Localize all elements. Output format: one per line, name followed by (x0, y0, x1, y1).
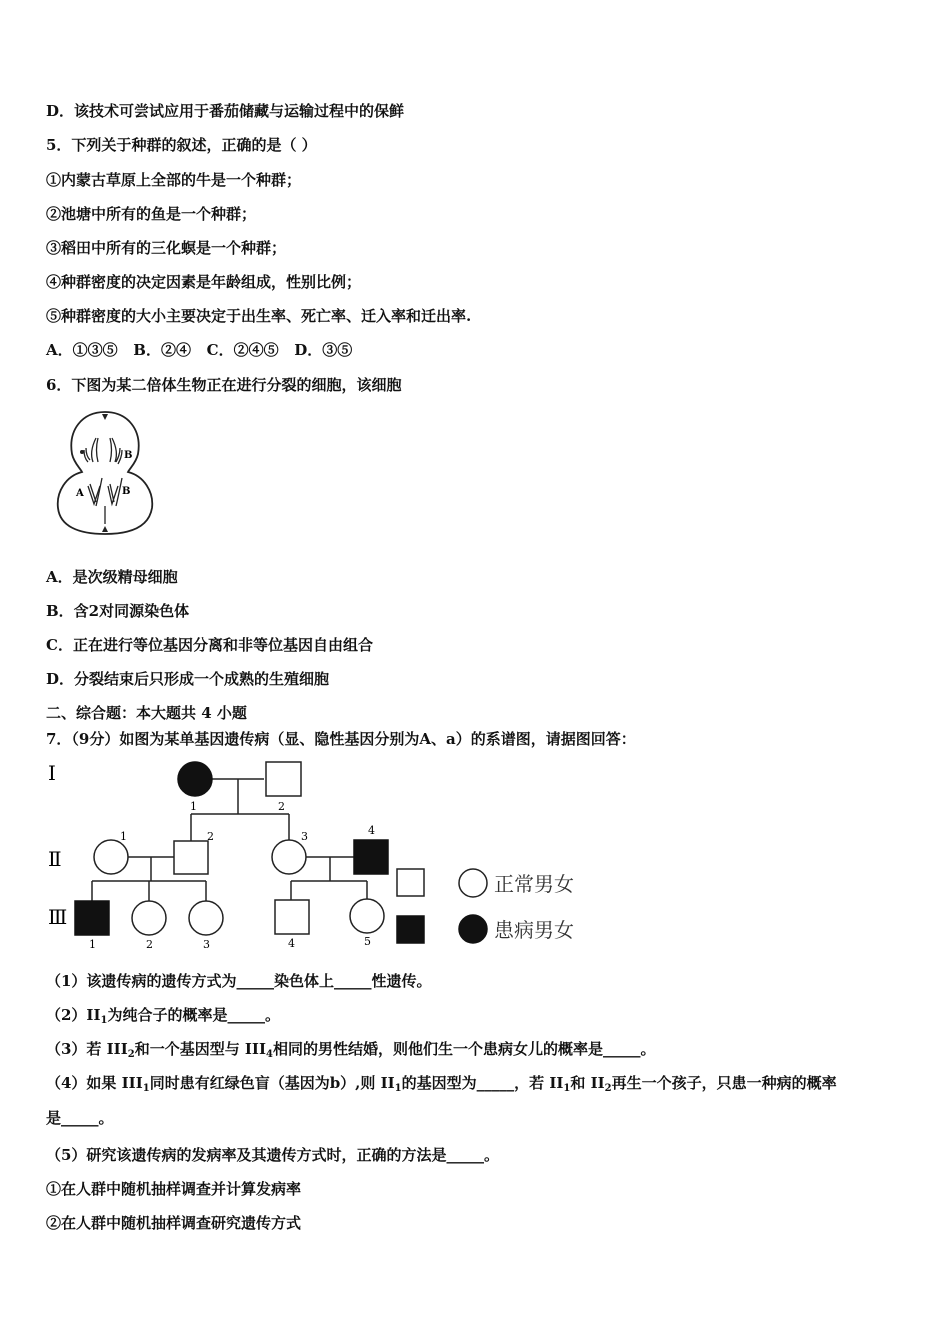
gen3-individual-2-normal-female (132, 901, 166, 935)
allele-a-dot (80, 450, 84, 454)
gen3-number-4: 4 (288, 937, 295, 950)
legend-affected-label: 患病男女 (494, 918, 574, 942)
q7-sub3-subscript-1: 2 (127, 1049, 135, 1060)
gen2-individual-1-normal-female (94, 840, 128, 874)
q7-sub3-part-a: （3）若 III (46, 1040, 128, 1058)
q6-option-a: A．是次级精母细胞 (46, 568, 178, 586)
gen3-number-1: 1 (89, 938, 96, 951)
gen3-individual-5-normal-female (350, 899, 384, 933)
upper-chromosomes (84, 438, 122, 464)
gen2-individual-3-normal-female (272, 840, 306, 874)
gen3-number-3: 3 (203, 938, 210, 951)
q7-sub4-part-b: 同时患有红绿色盲（基因为b）,则 II (149, 1074, 395, 1092)
q5-item-2: ②池塘中所有的鱼是一个种群； (46, 205, 257, 223)
q7-sub2-subscript: 1 (100, 1015, 108, 1026)
q7-sub3-subscript-2: 4 (265, 1049, 273, 1060)
label-B-top: B (124, 450, 133, 461)
lower-chromosomes (88, 478, 122, 524)
q7-sub4-part-e: 再生一个孩子，只患一种病的概率 (611, 1074, 837, 1092)
gen-label-2: Ⅱ (48, 847, 62, 871)
gen2-individual-2-normal-male (174, 841, 208, 874)
q7-sub4-part-a: （4）如果 III (46, 1074, 143, 1092)
q7-sub3 (46, 1039, 655, 1065)
gen2-individual-4-affected-male (354, 840, 388, 874)
q7-sub2 (46, 1005, 280, 1031)
gen3-individual-4-normal-male (275, 900, 309, 934)
pedigree-chart (44, 756, 584, 956)
q7-sub4-part-d: 和 II (570, 1074, 605, 1092)
q7-sub4-continuation: 是_____。 (46, 1109, 114, 1127)
q6-stem: 6．下图为某二倍体生物正在进行分裂的细胞，该细胞 (46, 376, 402, 394)
q5-item-3: ③稻田中所有的三化螟是一个种群； (46, 239, 287, 257)
q7-sub4 (46, 1073, 837, 1099)
q7-sub4-subscript-2: 1 (394, 1083, 402, 1094)
gen3-individual-3-normal-female (189, 901, 223, 935)
gen2-number-4: 4 (368, 824, 375, 837)
q6-option-c: C．正在进行等位基因分离和非等位基因自由组合 (46, 636, 373, 654)
gen3-number-5: 5 (364, 935, 371, 948)
q7-sub4-subscript-1: 1 (142, 1083, 150, 1094)
gen2-number-3: 3 (301, 830, 308, 843)
q5-stem: 5．下列关于种群的叙述，正确的是（ ） (46, 136, 317, 154)
gen1-number-1: 1 (190, 800, 197, 813)
label-B-bottom: B (122, 486, 131, 497)
gen2-number-2: 2 (207, 830, 214, 843)
legend-normal-female-symbol (459, 869, 487, 897)
q7-sub5-item-1: ①在人群中随机抽样调查并计算发病率 (46, 1180, 302, 1198)
q4-option-d: D．该技术可尝试应用于番茄储藏与运输过程中的保鲜 (46, 102, 405, 120)
q5-item-4: ④种群密度的决定因素是年龄组成，性别比例； (46, 273, 362, 291)
legend-affected-female-symbol (459, 915, 487, 943)
gen3-individual-1-affected-male (75, 901, 109, 935)
q7-sub3-part-c: 相同的男性结婚，则他们生一个患病女儿的概率是_____。 (272, 1040, 656, 1058)
gen-label-3: Ⅲ (48, 905, 68, 929)
q7-sub3-part-b: 和一个基因型与 III (134, 1040, 266, 1058)
q7-stem: 7．（9分）如图为某单基因遗传病（显、隐性基因分别为A、a）的系谱图，请据图回答： (46, 730, 636, 748)
q5-item-5: ⑤种群密度的大小主要决定于出生率、死亡率、迁入率和迁出率. (46, 307, 472, 325)
legend-normal-male-symbol (397, 869, 424, 896)
cell-division-figure (50, 408, 160, 538)
gen3-number-2: 2 (146, 938, 153, 951)
gen1-individual-1-affected-female (178, 762, 212, 796)
q7-sub4-subscript-4: 2 (604, 1083, 612, 1094)
q7-sub1: （1）该遗传病的遗传方式为_____染色体上_____性遗传。 (46, 972, 432, 990)
q7-sub2-part-a: （2）II (46, 1006, 101, 1024)
q5-options: A．①③⑤ B．②④ C．②④⑤ D．③⑤ (46, 341, 353, 359)
gen-label-1: Ⅰ (48, 761, 56, 785)
section-heading: 二、综合题：本大题共 4 小题 (46, 704, 247, 722)
gen1-individual-2-normal-male (266, 762, 301, 796)
q6-option-b: B．含2对同源染色体 (46, 602, 190, 620)
q7-sub2-part-b: 为纯合子的概率是_____。 (107, 1006, 280, 1024)
q6-option-d: D．分裂结束后只形成一个成熟的生殖细胞 (46, 670, 330, 688)
q7-sub5-item-2: ②在人群中随机抽样调查研究遗传方式 (46, 1214, 302, 1232)
label-A: A (76, 488, 84, 499)
gen1-number-2: 2 (278, 800, 285, 813)
q7-sub4-subscript-3: 1 (563, 1083, 571, 1094)
q7-sub4-part-c: 的基因型为_____，若 II (401, 1074, 564, 1092)
gen2-number-1: 1 (120, 830, 127, 843)
q7-sub5: （5）研究该遗传病的发病率及其遗传方式时，正确的方法是_____。 (46, 1146, 499, 1164)
legend-normal-label: 正常男女 (494, 872, 574, 896)
q5-item-1: ①内蒙古草原上全部的牛是一个种群； (46, 171, 302, 189)
legend-affected-male-symbol (397, 916, 424, 943)
